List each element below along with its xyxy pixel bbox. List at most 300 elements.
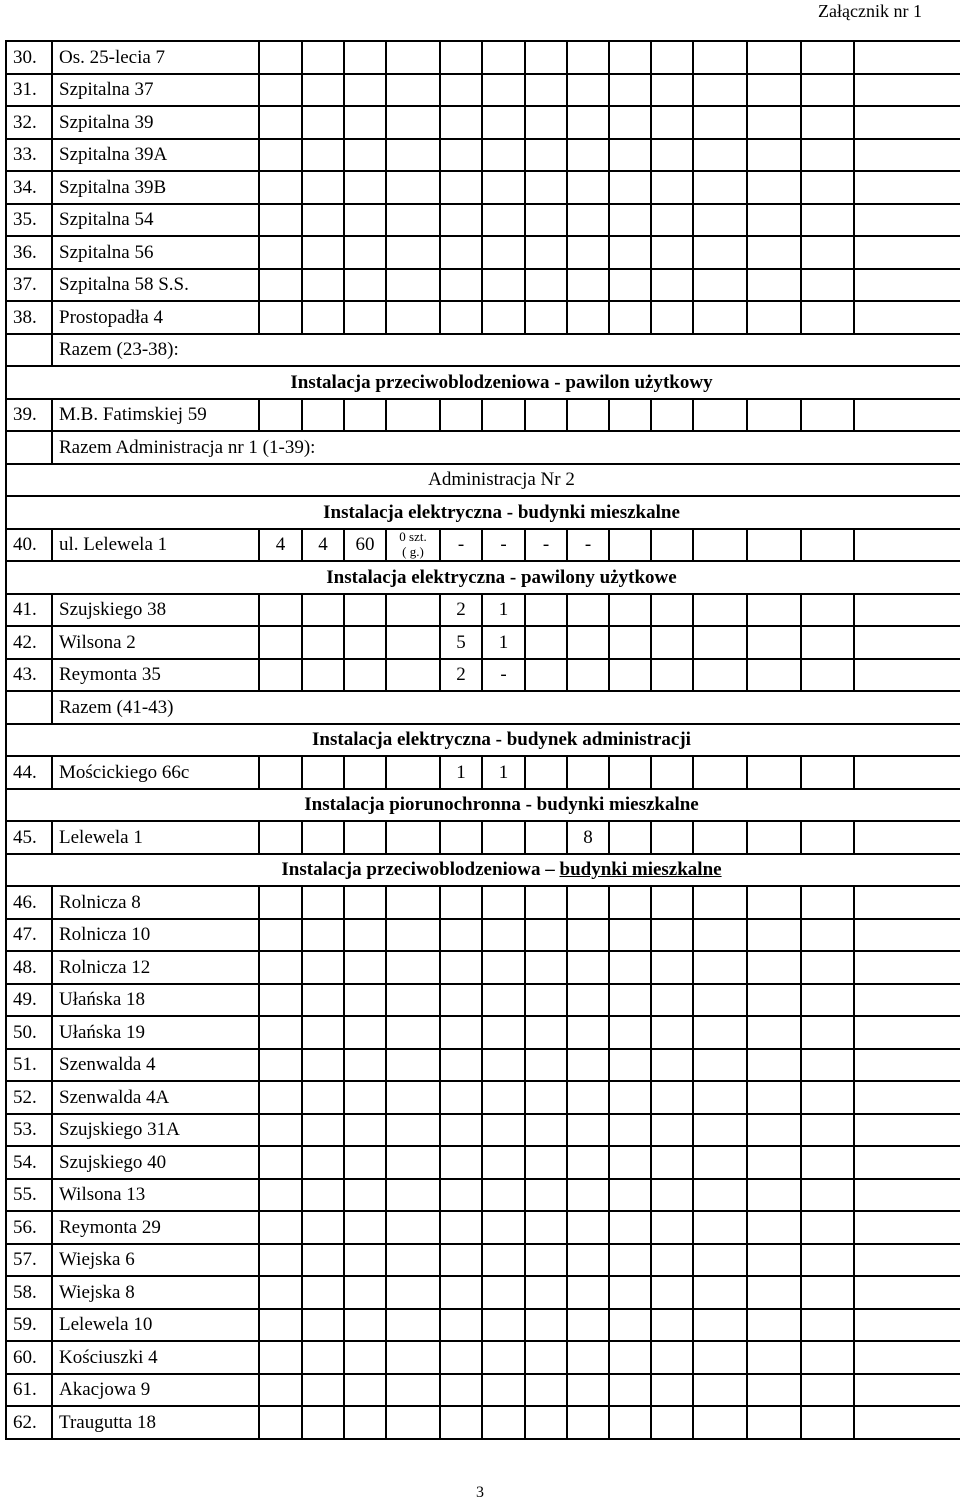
value-cell: [440, 204, 482, 237]
value-cell: [440, 399, 482, 432]
value-cell: [567, 399, 609, 432]
empty-cell: [747, 919, 801, 952]
value-cell: [525, 1374, 567, 1407]
empty-cell: [854, 756, 960, 789]
address-cell: Rolnicza 12: [52, 951, 259, 984]
value-cell: [302, 1211, 344, 1244]
section-row: [6, 366, 960, 399]
value-cell: [344, 1016, 386, 1049]
nr-cell: 39.: [6, 399, 52, 432]
empty-cell: [801, 1374, 854, 1407]
section-heading-text: Instalacja przeciwoblodzeniowa - pawilon użytkowy: [290, 371, 713, 393]
section-heading: [6, 464, 960, 497]
table-row: [6, 1114, 960, 1147]
value-cell: [567, 1374, 609, 1407]
nr-cell: 50.: [6, 1016, 52, 1049]
address-cell: Wilsona 2: [52, 626, 259, 659]
value-cell: [567, 1146, 609, 1179]
empty-cell: [693, 1211, 747, 1244]
empty-cell: [854, 171, 960, 204]
empty-cell: [747, 984, 801, 1017]
empty-cell: [801, 1016, 854, 1049]
empty-cell: [801, 529, 854, 562]
empty-cell: [651, 1211, 693, 1244]
section-heading: [6, 496, 960, 529]
nr-cell: 37.: [6, 269, 52, 302]
empty-cell: [747, 1049, 801, 1082]
empty-cell: [854, 204, 960, 237]
empty-cell: [854, 594, 960, 627]
nr-cell: 32.: [6, 106, 52, 139]
value-cell: [440, 919, 482, 952]
value-cell: [259, 399, 302, 432]
value-cell: [482, 1114, 525, 1147]
nr-cell: 31.: [6, 74, 52, 107]
value-cell: [344, 1406, 386, 1439]
table-row: [6, 659, 960, 692]
empty-cell: [747, 1374, 801, 1407]
address-cell: Lelewela 1: [52, 821, 259, 854]
value-cell: [302, 301, 344, 334]
empty-cell: [747, 269, 801, 302]
table-row: [6, 821, 960, 854]
underlined-text: budynki mieszkalne: [559, 859, 722, 881]
empty-cell: [801, 984, 854, 1017]
empty-cell: [801, 1211, 854, 1244]
value-cell: [567, 594, 609, 627]
total-label: Razem (41-43): [52, 691, 960, 724]
value-cell: [386, 821, 440, 854]
empty-cell: [854, 1309, 960, 1342]
value-cell: [482, 1374, 525, 1407]
empty-cell: [609, 1146, 651, 1179]
value-cell: -: [482, 659, 525, 692]
empty-cell: [747, 1146, 801, 1179]
empty-cell: [801, 1146, 854, 1179]
empty-cell: [609, 269, 651, 302]
value-cell: [386, 1276, 440, 1309]
value-cell: [302, 594, 344, 627]
empty-cell: [854, 1146, 960, 1179]
empty-cell: [693, 106, 747, 139]
value-cell: [302, 919, 344, 952]
table-row: [6, 41, 960, 74]
empty-cell: [747, 626, 801, 659]
value-cell: [525, 399, 567, 432]
value-cell: [525, 74, 567, 107]
value-cell: [259, 139, 302, 172]
nr-cell: 59.: [6, 1309, 52, 1342]
value-cell: [482, 1244, 525, 1277]
value-cell: [259, 1146, 302, 1179]
empty-cell: [651, 1406, 693, 1439]
address-cell: Szenwalda 4: [52, 1049, 259, 1082]
address-cell: Mościckiego 66c: [52, 756, 259, 789]
empty-cell: [693, 951, 747, 984]
empty-cell: [651, 269, 693, 302]
value-cell: [525, 236, 567, 269]
empty-cell: [651, 756, 693, 789]
value-cell: [302, 1244, 344, 1277]
empty-cell: [609, 41, 651, 74]
value-cell: [482, 984, 525, 1017]
address-cell: Szpitalna 39B: [52, 171, 259, 204]
table-row: [6, 171, 960, 204]
value-cell: [440, 1309, 482, 1342]
empty-cell: [747, 204, 801, 237]
value-cell: [525, 1179, 567, 1212]
empty-cell: [747, 1016, 801, 1049]
value-cell: [440, 1374, 482, 1407]
value-cell: [259, 1309, 302, 1342]
nr-cell: 48.: [6, 951, 52, 984]
section-heading-text: Instalacja elektryczna - budynki mieszkalne: [323, 501, 680, 523]
value-cell: [482, 1406, 525, 1439]
value-cell: [567, 659, 609, 692]
empty-cell: [609, 1179, 651, 1212]
value-cell: [302, 984, 344, 1017]
value-cell: [567, 1211, 609, 1244]
value-cell: [567, 1049, 609, 1082]
value-cell: [302, 74, 344, 107]
empty-cell: [801, 41, 854, 74]
empty-cell: [651, 529, 693, 562]
value-cell: [567, 919, 609, 952]
value-cell: [302, 106, 344, 139]
address-cell: M.B. Fatimskiej 59: [52, 399, 259, 432]
value-cell: [302, 626, 344, 659]
section-heading-text: Instalacja piorunochronna - budynki mieszkalne: [304, 794, 699, 816]
value-cell: [386, 236, 440, 269]
section-heading-text: Instalacja elektryczna - pawilony użytkowe: [326, 566, 677, 588]
value-cell: [567, 1406, 609, 1439]
empty-cell: [747, 106, 801, 139]
value-cell: 4: [259, 529, 302, 562]
value-cell: [386, 1049, 440, 1082]
nr-cell: 51.: [6, 1049, 52, 1082]
value-cell: [567, 171, 609, 204]
value-cell: [567, 626, 609, 659]
value-cell: [386, 1406, 440, 1439]
value-cell: [525, 951, 567, 984]
empty-cell: [854, 1276, 960, 1309]
nr-cell: 44.: [6, 756, 52, 789]
empty-cell: [651, 1309, 693, 1342]
address-cell: Wiejska 8: [52, 1276, 259, 1309]
address-cell: Ułańska 19: [52, 1016, 259, 1049]
empty-cell: [609, 951, 651, 984]
empty-cell: [854, 236, 960, 269]
table-row: [6, 106, 960, 139]
value-cell: [386, 1146, 440, 1179]
empty-cell: [609, 1276, 651, 1309]
value-cell: [344, 139, 386, 172]
empty-cell: [801, 1114, 854, 1147]
value-cell: [259, 1016, 302, 1049]
value-cell: [440, 1406, 482, 1439]
value-cell: [482, 204, 525, 237]
table-row: [6, 1146, 960, 1179]
empty-cell: [651, 41, 693, 74]
value-cell: [302, 1114, 344, 1147]
empty-cell: [609, 821, 651, 854]
empty-cell: [747, 1406, 801, 1439]
empty-cell: [747, 1114, 801, 1147]
value-cell: [259, 1081, 302, 1114]
value-cell: [482, 236, 525, 269]
empty-cell: [651, 1146, 693, 1179]
value-cell: [567, 1114, 609, 1147]
empty-cell: [693, 301, 747, 334]
empty-cell: [747, 1211, 801, 1244]
value-cell: [386, 1211, 440, 1244]
value-cell: [440, 1179, 482, 1212]
total-label: Razem (23-38):: [52, 334, 960, 367]
value-cell: [386, 659, 440, 692]
table-row: [6, 756, 960, 789]
empty-cell: [801, 139, 854, 172]
value-cell: [567, 139, 609, 172]
value-cell: [259, 756, 302, 789]
empty-cell: [747, 139, 801, 172]
section-heading: [6, 854, 960, 887]
value-cell: [525, 1081, 567, 1114]
value-cell: [386, 529, 440, 562]
value-cell: -: [567, 529, 609, 562]
value-cell: [302, 1081, 344, 1114]
value-cell: [259, 594, 302, 627]
table-row: [6, 74, 960, 107]
nr-cell: 52.: [6, 1081, 52, 1114]
address-cell: Szujskiego 31A: [52, 1114, 259, 1147]
nr-cell: 57.: [6, 1244, 52, 1277]
empty-cell: [651, 139, 693, 172]
empty-cell: [651, 984, 693, 1017]
section-row: [6, 561, 960, 594]
empty-cell: [651, 919, 693, 952]
stacked-value: [387, 530, 439, 560]
value-cell: [567, 106, 609, 139]
value-cell: [302, 1049, 344, 1082]
value-cell: [482, 41, 525, 74]
empty-cell: [747, 951, 801, 984]
value-cell: [482, 1146, 525, 1179]
address-cell: Rolnicza 10: [52, 919, 259, 952]
total-row: [6, 431, 960, 464]
value-cell: [525, 756, 567, 789]
nr-cell: 58.: [6, 1276, 52, 1309]
address-cell: Szpitalna 58 S.S.: [52, 269, 259, 302]
value-cell: [259, 886, 302, 919]
value-cell: [344, 1081, 386, 1114]
empty-cell: [747, 594, 801, 627]
value-cell: [567, 886, 609, 919]
value-cell: [344, 756, 386, 789]
value-cell: [259, 1114, 302, 1147]
value-cell: [344, 659, 386, 692]
empty-cell: [609, 984, 651, 1017]
value-cell: [525, 171, 567, 204]
value-cell: [567, 41, 609, 74]
value-cell: 2: [440, 594, 482, 627]
empty-cell: [747, 301, 801, 334]
value-cell: [482, 821, 525, 854]
value-cell: [440, 1049, 482, 1082]
total-label: Razem Administracja nr 1 (1-39):: [52, 431, 960, 464]
table-row: [6, 139, 960, 172]
nr-cell: [6, 691, 52, 724]
empty-cell: [609, 1114, 651, 1147]
empty-cell: [609, 171, 651, 204]
empty-cell: [609, 886, 651, 919]
empty-cell: [693, 1179, 747, 1212]
value-cell: 1: [482, 756, 525, 789]
section-row: [6, 854, 960, 887]
value-cell: [302, 171, 344, 204]
value-cell: [440, 301, 482, 334]
table-row: [6, 1211, 960, 1244]
value-cell: [567, 951, 609, 984]
empty-cell: [651, 301, 693, 334]
value-cell: [302, 1146, 344, 1179]
value-cell: [482, 301, 525, 334]
value-cell: [386, 1081, 440, 1114]
value-cell: [259, 1406, 302, 1439]
table-row: [6, 1081, 960, 1114]
value-cell: [525, 204, 567, 237]
address-cell: Traugutta 18: [52, 1406, 259, 1439]
empty-cell: [609, 1406, 651, 1439]
nr-cell: 45.: [6, 821, 52, 854]
empty-cell: [693, 1276, 747, 1309]
empty-cell: [747, 171, 801, 204]
value-cell: [386, 1114, 440, 1147]
value-cell: 60: [344, 529, 386, 562]
value-cell: [344, 886, 386, 919]
value-cell: [482, 951, 525, 984]
empty-cell: [693, 1016, 747, 1049]
empty-cell: [651, 1016, 693, 1049]
value-cell: [482, 399, 525, 432]
value-cell: [259, 1341, 302, 1374]
empty-cell: [801, 1179, 854, 1212]
empty-cell: [747, 1244, 801, 1277]
empty-cell: [854, 1049, 960, 1082]
value-cell: -: [440, 529, 482, 562]
empty-cell: [747, 399, 801, 432]
empty-cell: [854, 886, 960, 919]
value-cell: [259, 236, 302, 269]
value-cell: [386, 951, 440, 984]
value-cell: [302, 204, 344, 237]
empty-cell: [609, 756, 651, 789]
empty-cell: [651, 886, 693, 919]
address-cell: Wiejska 6: [52, 1244, 259, 1277]
value-cell: [386, 1016, 440, 1049]
nr-cell: [6, 431, 52, 464]
value-cell: [482, 74, 525, 107]
installations-table: [5, 40, 960, 1440]
value-cell: [344, 171, 386, 204]
address-cell: Wilsona 13: [52, 1179, 259, 1212]
empty-cell: [854, 399, 960, 432]
empty-cell: [854, 301, 960, 334]
section-heading: [6, 789, 960, 822]
empty-cell: [651, 399, 693, 432]
value-cell: [440, 41, 482, 74]
empty-cell: [651, 171, 693, 204]
empty-cell: [801, 1049, 854, 1082]
value-cell: [567, 1081, 609, 1114]
empty-cell: [609, 1211, 651, 1244]
table-row: [6, 301, 960, 334]
empty-cell: [747, 821, 801, 854]
section-heading: [6, 724, 960, 757]
value-cell: [344, 1146, 386, 1179]
value-cell: [525, 41, 567, 74]
address-cell: Reymonta 35: [52, 659, 259, 692]
nr-cell: 33.: [6, 139, 52, 172]
value-cell: [259, 951, 302, 984]
value-cell: [482, 1179, 525, 1212]
table-row: [6, 236, 960, 269]
value-cell: [259, 1374, 302, 1407]
value-cell: [525, 1016, 567, 1049]
value-cell: [386, 984, 440, 1017]
empty-cell: [693, 1081, 747, 1114]
empty-cell: [854, 1211, 960, 1244]
empty-cell: [854, 1406, 960, 1439]
value-cell: [482, 1309, 525, 1342]
empty-cell: [854, 984, 960, 1017]
value-cell: [344, 1211, 386, 1244]
address-cell: Szujskiego 38: [52, 594, 259, 627]
empty-cell: [609, 204, 651, 237]
value-cell: [344, 919, 386, 952]
address-cell: Akacjowa 9: [52, 1374, 259, 1407]
empty-cell: [854, 106, 960, 139]
table-row: [6, 919, 960, 952]
value-cell: [525, 1114, 567, 1147]
empty-cell: [801, 1406, 854, 1439]
value-cell: -: [482, 529, 525, 562]
address-cell: ul. Lelewela 1: [52, 529, 259, 562]
value-cell: [440, 171, 482, 204]
nr-cell: 56.: [6, 1211, 52, 1244]
nr-cell: 40.: [6, 529, 52, 562]
nr-cell: 47.: [6, 919, 52, 952]
empty-cell: [747, 886, 801, 919]
value-cell: [440, 1211, 482, 1244]
section-heading-text: Instalacja elektryczna - budynek administracji: [312, 729, 691, 751]
empty-cell: [693, 984, 747, 1017]
value-cell: [259, 1211, 302, 1244]
value-cell: [259, 301, 302, 334]
section-heading-text: Instalacja przeciwoblodzeniowa – budynki mieszkalne: [281, 859, 722, 881]
value-cell: [386, 756, 440, 789]
empty-cell: [801, 886, 854, 919]
value-cell: [344, 399, 386, 432]
value-cell: [440, 1276, 482, 1309]
section-row: [6, 724, 960, 757]
address-cell: Ułańska 18: [52, 984, 259, 1017]
value-cell: [567, 1179, 609, 1212]
empty-cell: [747, 1081, 801, 1114]
value-cell: [567, 984, 609, 1017]
value-cell: [259, 659, 302, 692]
value-cell: [525, 594, 567, 627]
nr-cell: 55.: [6, 1179, 52, 1212]
